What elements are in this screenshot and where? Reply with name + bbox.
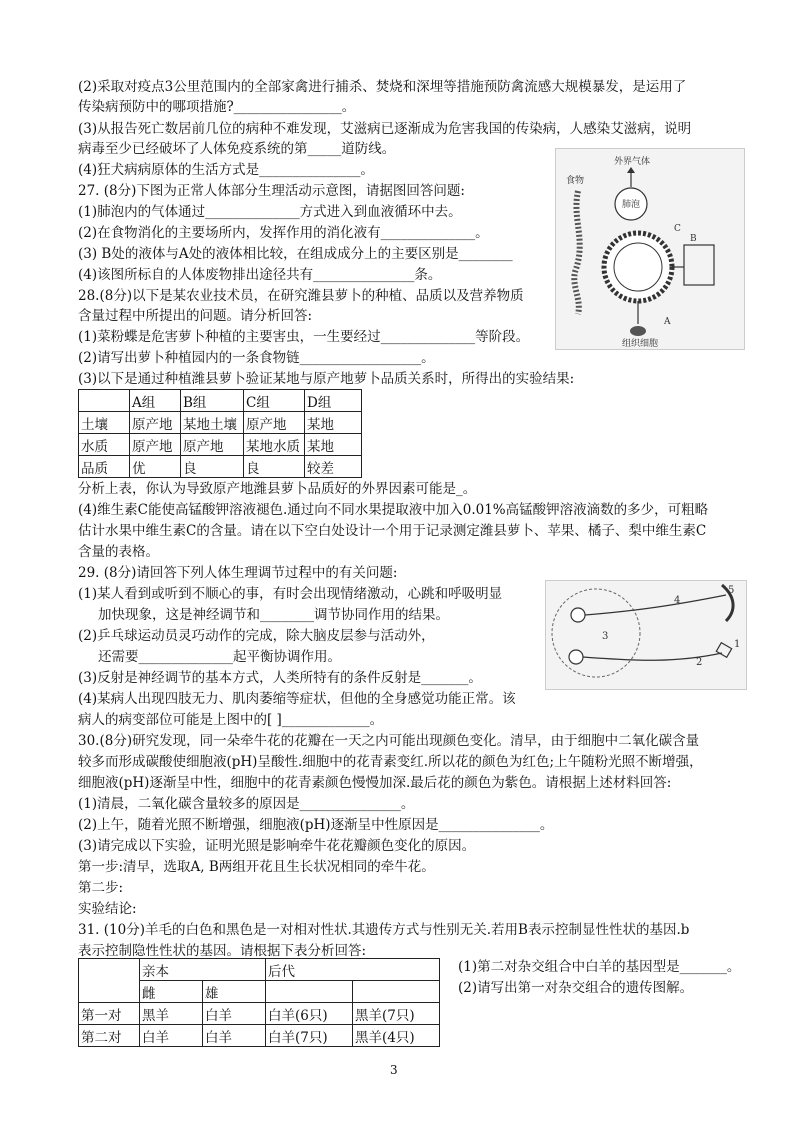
table-cell: 黑羊(7只) — [353, 1003, 440, 1025]
text-line: (2)请写出萝卜种植园内的一条食物链__________________。 — [78, 350, 435, 366]
table-cell — [79, 390, 130, 412]
label-tissue: 组织细胞 — [622, 339, 659, 349]
text-line: (2)在食物消化的主要场所内，发挥作用的消化液有______________。 — [78, 225, 489, 241]
text-line: (2)采取对疫点3公里范围内的全部家禽进行捕杀、焚烧和深埋等措施预防禽流感大规模暴发，是运用了 — [78, 79, 687, 95]
table-cell: 良 — [181, 456, 244, 478]
spinal-cord-shape — [552, 589, 640, 677]
text-line: 含量过程中所提出的问题。请分析回答: — [78, 308, 313, 324]
text-line: 分析上表，你认为导致原产地潍县萝卜品质好的外界因素可能是_。 — [78, 481, 477, 497]
table-row — [79, 1025, 440, 1047]
table-row — [79, 390, 362, 412]
table-cell: 第二对 — [79, 1025, 140, 1047]
kidney-shape — [684, 245, 714, 285]
text-line: 加快现象，这是神经调节和________调节协同作用的结果。 — [98, 607, 449, 623]
neuron-shape — [569, 650, 583, 664]
text-line: (2)请写出第一对杂交组合的遗传图解。 — [458, 980, 694, 996]
text-line: (2)上午，随着光照不断增强，细胞液(pH)逐渐呈中性原因是_______________。 — [78, 817, 554, 833]
table-cell: 优 — [130, 456, 181, 478]
question-28: 28.(8分)以下是某农业技术员，在研究潍县萝卜的种植、品质以及营养物质 — [78, 288, 524, 304]
table-cell: 白羊 — [203, 1025, 266, 1047]
table-cell: 某地水质 — [244, 434, 305, 456]
table-cell: 水质 — [79, 434, 130, 456]
text-line: 第一步:清早，选取A, B两组开花且生长状况相同的牵牛花。 — [78, 859, 435, 875]
table-cell: 原产地 — [130, 412, 181, 434]
table-cell: 白羊(6只) — [266, 1003, 353, 1025]
table-cell: 较差 — [305, 456, 362, 478]
table-header: 后代 — [266, 959, 440, 981]
receptor-shape — [716, 643, 731, 658]
table-cell: 原产地 — [130, 434, 181, 456]
label-food: 食物 — [566, 176, 585, 186]
table-cell: 某地土壤 — [181, 412, 244, 434]
table-cell: C组 — [244, 390, 305, 412]
text-line: 实验结论: — [78, 901, 137, 917]
table-cell: 黑羊(4只) — [353, 1025, 440, 1047]
text-line: (1)某人看到或听到不顺心的事，有时会出现情绪激动，心跳和呼吸明显 — [78, 586, 503, 602]
table-header: 亲本 — [140, 959, 266, 981]
text-line: 较多而形成碳酸使细胞液(pH)呈酸性.细胞中的花青素变红.所以花的颜色为红色;上午随粉光照不断增强， — [78, 754, 703, 770]
text-line: 表示控制隐性性状的基因。请根据下表分析回答: — [78, 943, 367, 959]
table-row — [79, 412, 362, 434]
text-line: (1)肺泡内的气体通过______________方式进入到血液循环中去。 — [78, 204, 462, 220]
question-30: 30.(8分)研究发现，同一朵牵牛花的花瓣在一天之内可能出现颜色变化。清早，由于细胞中二氧化碳含量 — [78, 733, 700, 749]
question-27: 27. (8分)下图为正常人体部分生理活动示意图，请据图回答问题: — [78, 183, 465, 199]
label-c: C — [674, 224, 681, 234]
text-line: 第二步: — [78, 880, 124, 896]
table-cell: 白羊(7只) — [266, 1025, 353, 1047]
label-1: 1 — [734, 639, 741, 650]
table-cell: 原产地 — [244, 412, 305, 434]
text-line: (1)第二对杂交组合中白羊的基因型是_______。 — [458, 959, 741, 975]
table-cell: 白羊 — [140, 1025, 203, 1047]
text-line: (3)请完成以下实验，证明光照是影响牵牛花花瓣颜色变化的原因。 — [78, 838, 476, 854]
table-cell: 土壤 — [79, 412, 130, 434]
text-line: (1)清晨，二氧化碳含量较多的原因是_______________。 — [78, 796, 415, 812]
table-row — [79, 456, 362, 478]
question-29: 29. (8分)请回答下列人体生理调节过程中的有关问题: — [78, 565, 398, 581]
text-line: (4)该图所标自的人体废物排出途径共有_______________条。 — [78, 267, 442, 283]
label-3: 3 — [602, 631, 609, 642]
label-b: B — [690, 234, 697, 244]
table-cell: 第一对 — [79, 1003, 140, 1025]
table-row — [79, 434, 362, 456]
table-header: 雄 — [203, 981, 266, 1003]
text-line: 含量的表格。 — [78, 544, 159, 560]
page-number: 3 — [390, 1063, 398, 1077]
text-line: (2)乒乓球运动员灵巧动作的完成，除大脑皮层参与活动外， — [78, 628, 435, 644]
text-line: 传染病预防中的哪项措施?________________。 — [78, 99, 356, 115]
digestive-tract-shape — [574, 191, 579, 314]
figure-29 — [545, 580, 747, 690]
text-line: (4)维生素C能使高锰酸钾溶液褪色.通过向不同水果提取液中加入0.01%高锰酸钾溶液滴数的多少，可粗略 — [78, 502, 709, 518]
text-line: (3) B处的液体与A处的液体相比较，在组成成分上的主要区别是________ — [78, 246, 513, 262]
table-cell: 白羊 — [203, 1003, 266, 1025]
label-4: 4 — [674, 595, 681, 606]
text-line: (4)狂犬病病原体的生活方式是_______________。 — [78, 162, 374, 178]
question-31: 31. (10分)羊毛的白色和黑色是一对相对性状.其遗传方式与性别无关.若用B表示控制显性性状的基因.b — [78, 922, 690, 938]
text-line: 还需要______________起平衡协调作用。 — [98, 649, 341, 665]
table-cell: 品质 — [79, 456, 130, 478]
table-row — [79, 1003, 440, 1025]
text-line: 细胞液(pH)逐渐呈中性，细胞中的花青素颜色慢慢加深.最后花的颜色为紫色。请根据上述材料回答: — [78, 775, 672, 791]
label-alveolus: 肺泡 — [622, 200, 641, 210]
figure-27 — [555, 148, 745, 350]
table-header: 雌 — [140, 981, 203, 1003]
table-cell: 原产地 — [181, 434, 244, 456]
physiology-diagram — [556, 149, 744, 349]
text-line: 估计水果中维生素C的含量。请在以下空白处设计一个用于记录测定潍县萝卜、苹果、橘子、梨中维生素C — [78, 523, 707, 539]
reflex-arc-diagram — [546, 581, 746, 689]
text-line: (3)从报告死亡数居前几位的病种不难发现，艾滋病已逐渐成为危害我国的传染病，人感染艾滋病，说明 — [78, 121, 692, 137]
table-cell: 良 — [244, 456, 305, 478]
label-outer-air: 外界气体 — [614, 157, 651, 167]
table-row — [79, 959, 440, 981]
text-line: (3)反射是神经调节的基本方式，人类所特有的条件反射是_______。 — [78, 670, 482, 686]
label-5: 5 — [728, 585, 735, 596]
text-line: 病毒至少已经破坏了人体免疫系统的第_____道防线。 — [78, 141, 396, 157]
text-line: (4)某病人出现四肢无力、肌肉萎缩等症状，但他的全身感觉功能正常。该 — [78, 691, 516, 707]
neuron-shape — [571, 608, 585, 622]
text-line: 病人的病变部位可能是上图中的[ ]_____________。 — [78, 712, 384, 728]
label-a: A — [664, 317, 671, 327]
table-cell: 黑羊 — [140, 1003, 203, 1025]
tissue-cell-shape — [630, 326, 646, 336]
text-line: (1)菜粉蝶是危害萝卜种植的主要害虫，一生要经过______________等阶段。 — [78, 329, 530, 345]
table-cell: 某地 — [305, 434, 362, 456]
table-cell: D组 — [305, 390, 362, 412]
table-cell: 某地 — [305, 412, 362, 434]
text-line: (3)以下是通过种植潍县萝卜验证某地与原产地萝卜品质关系时，所得出的实验结果: — [78, 371, 575, 387]
table-31 — [78, 958, 440, 1047]
label-2: 2 — [696, 657, 703, 668]
table-cell: A组 — [130, 390, 181, 412]
table-28 — [78, 389, 362, 478]
table-cell: B组 — [181, 390, 244, 412]
